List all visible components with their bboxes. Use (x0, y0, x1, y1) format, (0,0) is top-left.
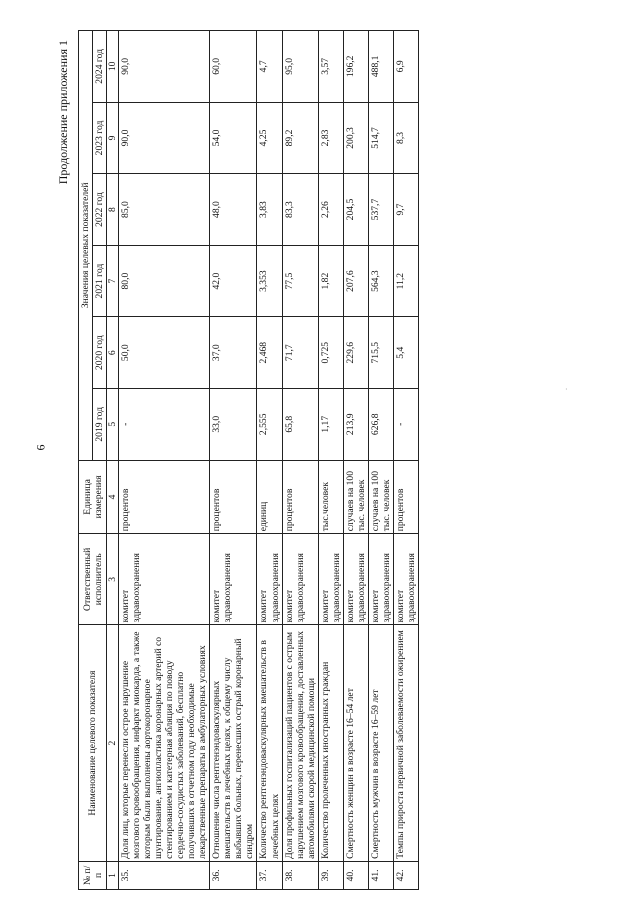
target-value: 488,1 (368, 31, 393, 103)
responsible-executor: комитет здравоохранения (318, 534, 343, 625)
responsible-executor: комитет здравоохранения (119, 534, 210, 625)
target-value: 42,0 (210, 245, 257, 317)
row-number: 37. (257, 861, 282, 889)
target-value: 48,0 (210, 174, 257, 246)
header-year: 2021 год (93, 245, 107, 317)
target-value: 33,0 (210, 388, 257, 460)
row-number: 40. (343, 861, 368, 889)
target-value: 65,8 (282, 388, 318, 460)
target-value: 54,0 (210, 102, 257, 174)
column-number: 4 (107, 460, 119, 534)
unit-of-measure: тыс.человек (318, 460, 343, 534)
target-value: 60,0 (210, 31, 257, 103)
table-row (282, 31, 318, 890)
column-number: 10 (107, 31, 119, 103)
target-value: 9,7 (393, 174, 418, 246)
indicator-name: Количество рентгенэндоваскулярных вмешательств в лечебных целях (257, 625, 282, 861)
table-row (119, 31, 210, 890)
header-unit: Единица измерения (79, 460, 107, 534)
target-value: 95,0 (282, 31, 318, 103)
target-value: 200,3 (343, 102, 368, 174)
responsible-executor: комитет здравоохранения (210, 534, 257, 625)
target-value: - (119, 388, 210, 460)
target-value: 514,7 (368, 102, 393, 174)
header-year: 2023 год (93, 102, 107, 174)
target-value: 83,3 (282, 174, 318, 246)
row-number: 36. (210, 861, 257, 889)
table-body (119, 31, 419, 890)
scan-speck: · (565, 385, 568, 394)
responsible-executor: комитет здравоохранения (393, 534, 418, 625)
indicator-name: Отношение числа рентгенэндоваскулярных вмешательств в лечебных целях, к общему числу выбывших больных, перенесших острый коронарный синдром (210, 625, 257, 861)
target-value: 37,0 (210, 317, 257, 389)
target-value: 90,0 (119, 102, 210, 174)
target-value: 4,25 (257, 102, 282, 174)
indicator-name: Смертность мужчин в возрасте 16–59 лет (368, 625, 393, 861)
column-number: 1 (107, 861, 119, 889)
table-row (318, 31, 343, 890)
target-value: 77,5 (282, 245, 318, 317)
unit-of-measure: процентов (210, 460, 257, 534)
responsible-executor: комитет здравоохранения (343, 534, 368, 625)
indicator-name: Количество пролеченных иностранных граждан (318, 625, 343, 861)
target-value: 3,83 (257, 174, 282, 246)
target-value: 229,6 (343, 317, 368, 389)
row-number: 35. (119, 861, 210, 889)
column-number: 2 (107, 625, 119, 861)
indicators-table (78, 30, 419, 890)
target-value: 50,0 (119, 317, 210, 389)
header-year: 2024 год (93, 31, 107, 103)
table-row (343, 31, 368, 890)
target-value: 89,2 (282, 102, 318, 174)
target-value: 715,5 (368, 317, 393, 389)
target-value: 2,468 (257, 317, 282, 389)
header-no: № п/п (79, 861, 107, 889)
responsible-executor: комитет здравоохранения (282, 534, 318, 625)
target-value: 3,57 (318, 31, 343, 103)
responsible-executor: комитет здравоохранения (257, 534, 282, 625)
target-value: 1,82 (318, 245, 343, 317)
target-value: 0,725 (318, 317, 343, 389)
header-name: Наименование целевого показателя (79, 625, 107, 861)
column-number: 7 (107, 245, 119, 317)
rotated-table-page (56, 30, 638, 890)
page-number: 6 (33, 444, 48, 451)
header-year: 2019 год (93, 388, 107, 460)
table-row (210, 31, 257, 890)
target-value: 3,353 (257, 245, 282, 317)
target-value: 5,4 (393, 317, 418, 389)
target-value: 90,0 (119, 31, 210, 103)
target-value: 85,0 (119, 174, 210, 246)
target-value: 2,26 (318, 174, 343, 246)
header-executor: Ответственный исполнитель (79, 534, 107, 625)
target-value: 8,3 (393, 102, 418, 174)
target-value: 204,5 (343, 174, 368, 246)
target-value: 4,7 (257, 31, 282, 103)
target-value: 80,0 (119, 245, 210, 317)
target-value: 2,83 (318, 102, 343, 174)
target-value: 213,9 (343, 388, 368, 460)
header-year: 2020 год (93, 317, 107, 389)
row-number: 39. (318, 861, 343, 889)
target-value: 626,8 (368, 388, 393, 460)
table-row (393, 31, 418, 890)
unit-of-measure: процентов (282, 460, 318, 534)
unit-of-measure: процентов (393, 460, 418, 534)
unit-of-measure: случаев на 100 тыс. человек (368, 460, 393, 534)
header-year: 2022 год (93, 174, 107, 246)
unit-of-measure: случаев на 100 тыс. человек (343, 460, 368, 534)
target-value: 207,6 (343, 245, 368, 317)
indicator-name: Доля лиц, которые перенесли острое нарушение мозгового кровообращения, инфаркт миокарда, а также которым были выполнены аортокоронарное шунтирование, ангиопластика коронарных артерий со стентированием и катетерная абляция по поводу сердечно-сосудистых заболеваний, бесплатно получивших в отчетном году необходимые лекарственные препараты в амбулаторных условиях (119, 625, 210, 861)
continuation-note: Продолжение приложения 1 (56, 40, 70, 185)
unit-of-measure: процентов (119, 460, 210, 534)
indicator-name: Темпы прироста первичной заболеваемости ожирением (393, 625, 418, 861)
target-value: 2,555 (257, 388, 282, 460)
responsible-executor: комитет здравоохранения (368, 534, 393, 625)
row-number: 41. (368, 861, 393, 889)
column-number: 8 (107, 174, 119, 246)
column-numbers-row (107, 31, 119, 890)
column-number: 9 (107, 102, 119, 174)
indicator-name: Смертность женщин в возрасте 16–54 лет (343, 625, 368, 861)
column-number: 5 (107, 388, 119, 460)
table-row (368, 31, 393, 890)
table-row (257, 31, 282, 890)
header-values-group: Значения целевых показателей (79, 31, 93, 461)
unit-of-measure: единиц (257, 460, 282, 534)
target-value: 1,17 (318, 388, 343, 460)
indicator-name: Доля профильных госпитализаций пациентов с острым нарушением мозгового кровообращения, доставленных автомобилями скорой медицинской помощи (282, 625, 318, 861)
column-number: 3 (107, 534, 119, 625)
target-value: 71,7 (282, 317, 318, 389)
target-value: 11,2 (393, 245, 418, 317)
column-number: 6 (107, 317, 119, 389)
target-value: 196,2 (343, 31, 368, 103)
target-value: 564,3 (368, 245, 393, 317)
row-number: 38. (282, 861, 318, 889)
row-number: 42. (393, 861, 418, 889)
target-value: - (393, 388, 418, 460)
target-value: 6,9 (393, 31, 418, 103)
target-value: 537,7 (368, 174, 393, 246)
